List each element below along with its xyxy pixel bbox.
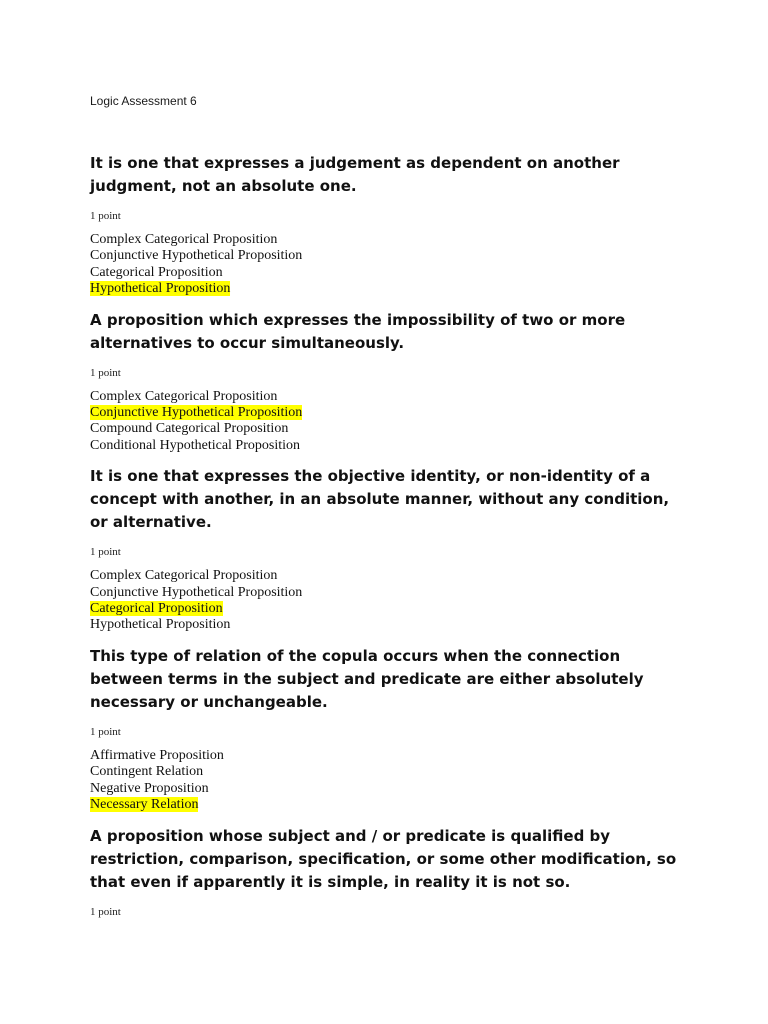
answer-option-selected[interactable]: [90, 797, 690, 813]
answer-option-label: Complex Categorical Proposition: [90, 232, 278, 247]
document-page: [90, 92, 690, 930]
answer-option-label: Affirmative Proposition: [90, 747, 224, 763]
answer-option[interactable]: [90, 585, 690, 601]
answer-option-label: Conditional Hypothetical Proposition: [90, 437, 300, 453]
answer-option[interactable]: [90, 748, 690, 764]
answer-option-label: Compound Categorical Proposition: [90, 421, 289, 437]
answer-option[interactable]: [90, 389, 690, 405]
answer-option-selected[interactable]: [90, 281, 690, 297]
answer-option-label: Complex Categorical Proposition: [90, 388, 278, 404]
answer-options: [90, 232, 690, 298]
answer-option-label: Conjunctive Hypothetical Proposition: [90, 405, 303, 421]
answer-option[interactable]: [90, 568, 690, 584]
question-text: A proposition which expresses the impossibility of two or more alternatives to occur simultaneously.: [90, 310, 626, 352]
answer-option[interactable]: [90, 248, 690, 264]
answer-option-label: Hypothetical Proposition: [90, 281, 231, 297]
question-text: It is one that expresses a judgement as dependent on another judgment, not an absolute one.: [90, 154, 620, 195]
answer-option[interactable]: [90, 421, 690, 437]
question-text: It is one that expresses the objective identity, or non-identity of a concept with another, in an absolute manner, without any condition, or alternative.: [90, 467, 670, 532]
answer-option[interactable]: [90, 781, 690, 797]
answer-option-label: Conjunctive Hypothetical Proposition: [90, 584, 303, 600]
question-4: [90, 645, 690, 814]
answer-option-label: Categorical Proposition: [90, 264, 223, 280]
answer-option[interactable]: [90, 232, 690, 248]
answer-option[interactable]: [90, 617, 690, 633]
answer-option-selected[interactable]: [90, 405, 690, 421]
answer-option-label: Necessary Relation: [90, 797, 199, 813]
answer-option-label: Negative Proposition: [90, 780, 209, 796]
answer-option-label: Conjunctive Hypothetical Proposition: [90, 248, 303, 264]
answer-options: [90, 389, 690, 455]
question-points: 1 point: [90, 366, 121, 379]
answer-option-label: Complex Categorical Proposition: [90, 568, 278, 584]
question-3: [90, 465, 690, 634]
answer-option-selected[interactable]: [90, 601, 690, 617]
answer-options: [90, 748, 690, 814]
question-points: 1 point: [90, 725, 121, 738]
question-5: [90, 825, 690, 919]
question-text: This type of relation of the copula occurs when the connection between terms in the subject and predicate are either absolutely necessary or unchangeable.: [90, 646, 644, 711]
question-2: [90, 309, 690, 455]
answer-option-label: Hypothetical Proposition: [90, 617, 231, 633]
answer-option[interactable]: [90, 265, 690, 281]
question-1: [90, 152, 690, 298]
answer-option[interactable]: [90, 438, 690, 454]
question-points: 1 point: [90, 546, 121, 559]
answer-options: [90, 568, 690, 634]
answer-option[interactable]: [90, 764, 690, 780]
question-text: A proposition whose subject and / or predicate is qualified by restriction, comparison, specification, or some other modification, so that even if apparently it is simple, in reality it is not so.: [90, 826, 677, 891]
document-title: Logic Assessment 6: [90, 94, 197, 108]
answer-option-label: Categorical Proposition: [90, 601, 223, 617]
question-points: 1 point: [90, 210, 121, 222]
question-points: 1 point: [90, 905, 121, 918]
answer-option-label: Contingent Relation: [90, 764, 204, 780]
